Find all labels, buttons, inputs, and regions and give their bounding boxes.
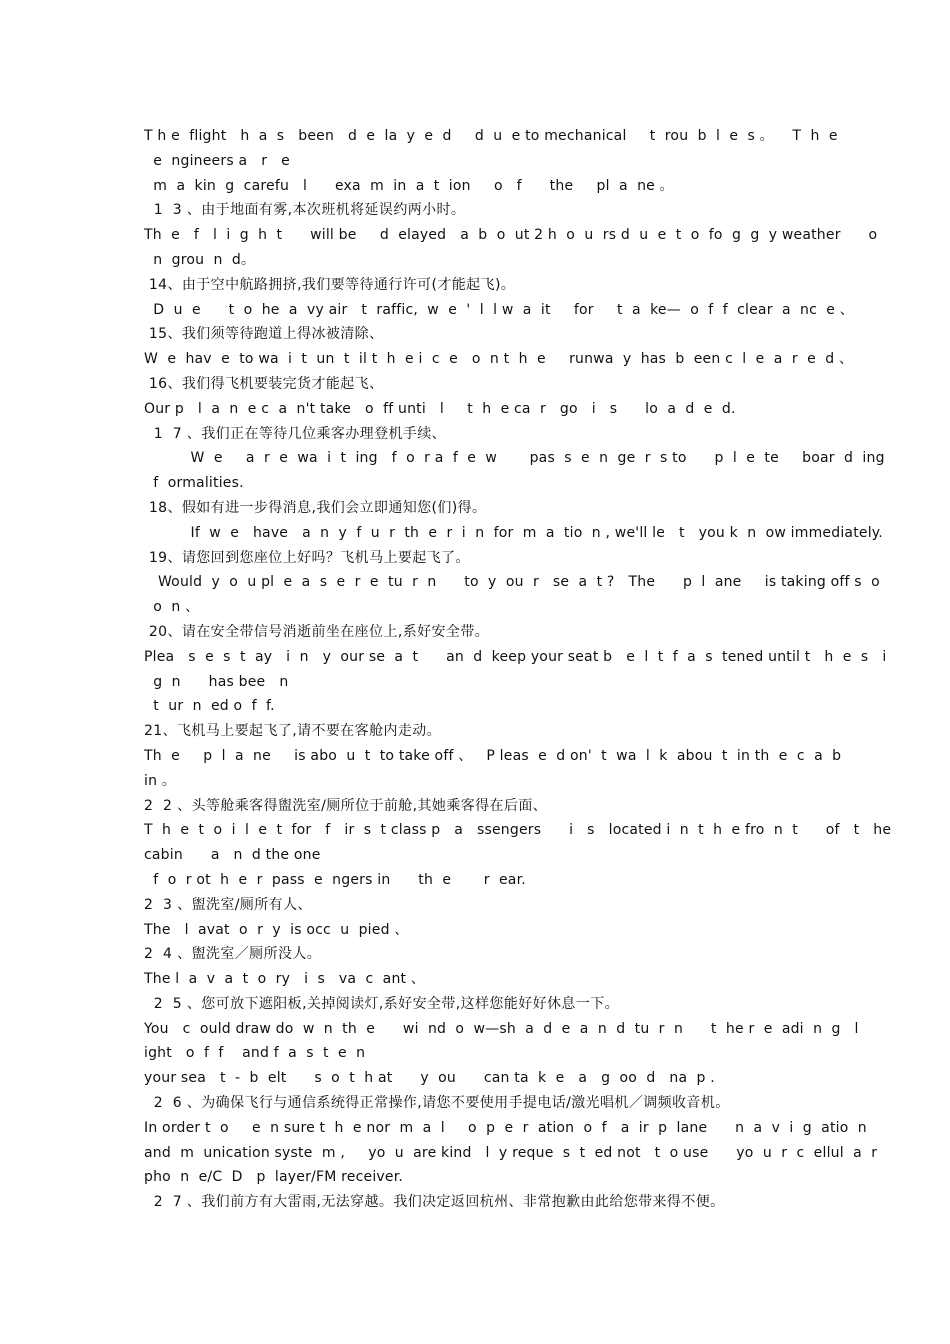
english-translation-line: cabin a n d the one bbox=[144, 847, 321, 864]
english-translation-line: Our p l a n e c a n't take o ff unti l t h e ca r go i s lo a d e d. bbox=[144, 400, 736, 417]
english-translation-line: D u e t o he a vy air t raffic, w e ' l l w a it for t a ke— o f f clear a nc e 、 bbox=[144, 301, 854, 318]
chinese-sentence-line: 2 2 、头等舱乘客得盥洗室/厕所位于前舱,其她乘客得在后面、 bbox=[144, 797, 548, 814]
english-translation-line: m a kin g carefu l exa m in a t ion o f the pl a ne 。 bbox=[144, 177, 674, 194]
english-translation-line: Plea s e s t ay i n y our se a t an d keep your seat b e l t f a s tened until t h e s i bbox=[144, 648, 887, 665]
english-translation-line: T h e t o i l e t for f ir s t class p a ssengers i s located i n t h e fro n t of t he bbox=[144, 822, 892, 839]
chinese-sentence-line: 2 6 、为确保飞行与通信系统得正常操作,请您不要使用手提电话/激光唱机／调频收音机。 bbox=[144, 1095, 730, 1112]
document-body bbox=[144, 124, 892, 1215]
english-translation-line: your sea t - b elt s o t h at y ou can ta k e a g oo d na p . bbox=[144, 1070, 715, 1087]
english-translation-line: You c ould draw do w n th e wi nd o w—sh a d e a n d tu r n t he r e adi n g l bbox=[144, 1020, 859, 1037]
english-translation-line: ight o f f and f a s t e n bbox=[144, 1045, 366, 1062]
english-translation-line: g n has bee n bbox=[144, 673, 289, 690]
english-translation-line: In order t o e n sure t h e nor m a l o p e r ation o f a ir p lane n a v i g atio n bbox=[144, 1119, 867, 1136]
english-translation-line: o n 、 bbox=[144, 599, 200, 616]
chinese-sentence-line: 2 5 、您可放下遮阳板,关掉阅读灯,系好安全带,这样您能好好休息一下。 bbox=[144, 995, 620, 1012]
chinese-sentence-line: 2 7 、我们前方有大雷雨,无法穿越。我们决定返回杭州、非常抱歉由此给您带来得不便。 bbox=[144, 1194, 725, 1211]
english-translation-line: The l a v a t o ry i s va c ant 、 bbox=[144, 971, 426, 988]
chinese-sentence-line: 16、我们得飞机要装完货才能起飞、 bbox=[144, 375, 384, 392]
chinese-sentence-line: 15、我们须等待跑道上得冰被清除、 bbox=[144, 326, 384, 343]
english-translation-line: The l avat o r y is occ u pied 、 bbox=[144, 921, 409, 938]
english-translation-line: If w e have a n y f u r th e r i n for m a tio n , we'll le t you k n ow immediately. bbox=[144, 524, 883, 541]
chinese-sentence-line: 19、请您回到您座位上好吗？飞机马上要起飞了。 bbox=[144, 549, 470, 566]
chinese-sentence-line: 20、请在安全带信号消逝前坐在座位上,系好安全带。 bbox=[144, 623, 490, 640]
chinese-sentence-line: 21、飞机马上要起飞了,请不要在客舱内走动。 bbox=[144, 723, 442, 740]
chinese-sentence-line: 2 3 、盥洗室/厕所有人、 bbox=[144, 896, 312, 913]
chinese-sentence-line: 1 7 、我们正在等待几位乘客办理登机手续、 bbox=[144, 425, 447, 442]
english-translation-line: and m unication syste m , yo u are kind l y reque s t ed not t o use yo u r c ellul a r bbox=[144, 1144, 878, 1161]
english-translation-line: t ur n ed o f f. bbox=[144, 698, 275, 715]
chinese-sentence-line: 1 3 、由于地面有雾,本次班机将延误约两小时。 bbox=[144, 202, 466, 219]
chinese-sentence-line: 14、由于空中航路拥挤,我们要等待通行许可(才能起飞)。 bbox=[144, 276, 516, 293]
english-translation-line: pho n e/C D p layer/FM receiver. bbox=[144, 1169, 404, 1186]
english-translation-line: in 。 bbox=[144, 772, 177, 789]
chinese-sentence-line: 18、假如有进一步得消息,我们会立即通知您(们)得。 bbox=[144, 499, 487, 516]
english-translation-line: f ormalities. bbox=[144, 475, 244, 492]
english-translation-line: n grou n d。 bbox=[144, 251, 256, 268]
english-translation-line: T h e flight h a s been d e la y e d d u e to mechanical t rou b l e s 。 T h e bbox=[144, 128, 838, 144]
english-translation-line: e ngineers a r e bbox=[144, 152, 290, 169]
english-translation-line: W e hav e to wa i t un t il t h e i c e o n t h e runwa y has b een c l e a r e d 、 bbox=[144, 351, 854, 368]
chinese-sentence-line: 2 4 、盥洗室／厕所没人。 bbox=[144, 946, 322, 963]
english-translation-line: Th e p l a ne is abo u t to take off 、 P leas e d on' t wa l k abou t in th e c a b bbox=[144, 747, 842, 764]
english-translation-line: W e a r e wa i t ing f o r a f e w pas s e n ge r s to p l e te boar d ing bbox=[144, 450, 885, 467]
english-translation-line: Would y o u pl e a s e r e tu r n to y ou r se a t ? The p l ane is taking off s o bbox=[144, 574, 880, 591]
english-translation-line: Th e f l i g h t will be d elayed a b o ut 2 h o u rs d u e t o fo g g y weather o bbox=[144, 227, 878, 244]
english-translation-line: f o r ot h e r pass e ngers in th e r ear. bbox=[144, 871, 526, 888]
